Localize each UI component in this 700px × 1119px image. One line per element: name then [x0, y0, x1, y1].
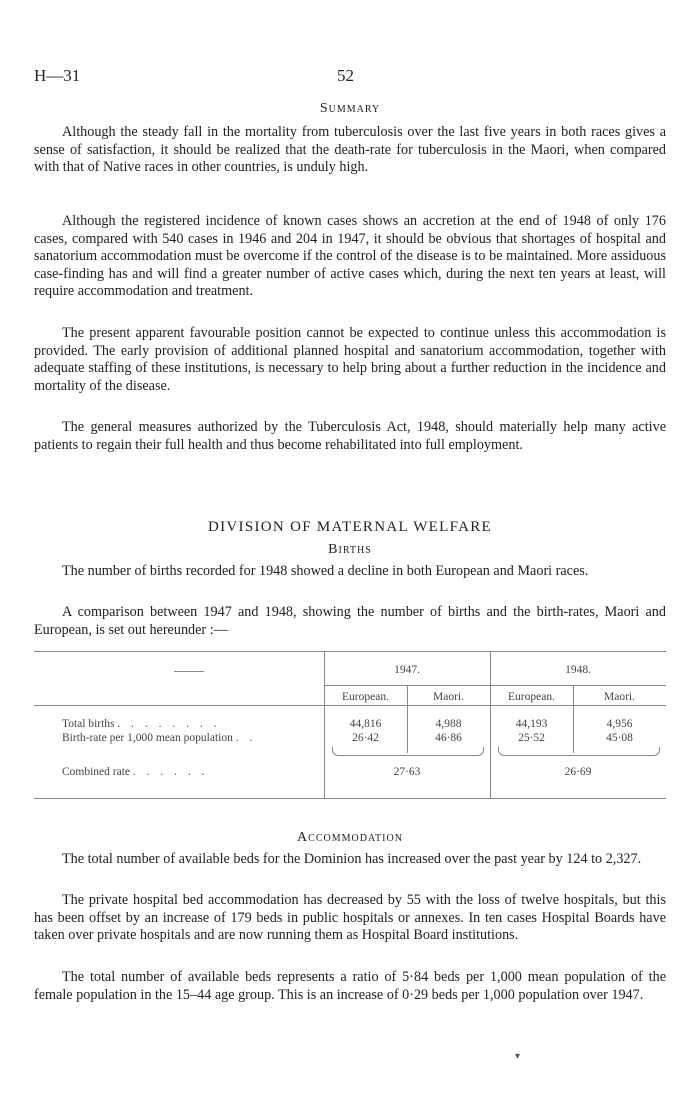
table-row-label: [62, 718, 221, 730]
accommodation-paragraph-2: The private hospital bed accommodation has decreased by 55 with the loss of twelve hospitals, but this has been offset by an increase of 179 beds in public hospitals or annexes. In ten cases Hospital Boards have taken over private hospitals and are now running them as Hospital Board institutions.: [34, 892, 666, 943]
leader-dots: . .: [235, 732, 257, 744]
table-cell: 44,816: [349, 718, 382, 730]
row-label-text: Total births: [62, 718, 115, 730]
table-cell: 46·86: [435, 732, 462, 744]
report-reference: H—31: [34, 66, 81, 85]
table-cell: 44,193: [515, 718, 548, 730]
col-maori-1947: Maori.: [433, 691, 464, 703]
table-cell: 45·08: [606, 732, 633, 744]
combined-rate-1947: 27·63: [393, 766, 421, 778]
row-label-text: Combined rate: [62, 766, 131, 778]
year-1947-heading: 1947.: [394, 664, 420, 676]
table-cell: 4,956: [606, 718, 633, 730]
summary-paragraph-2: Although the registered incidence of known cases shows an accretion at the end of 1948 of only 176 cases, compared with 540 cases in 1946 and 204 in 1947, it should be obvious that shortages of hospital and sanatorium accommodation must be overcome if the control of the disease is to be maintained. More assiduous case-finding has and will find a greater number of active cases which, during the next ten years at least, will require accommodation and treatment.: [34, 213, 666, 299]
leader-dots: . . . . . .: [132, 766, 209, 778]
page-header: [34, 66, 666, 88]
combine-brace-1947: [332, 747, 484, 756]
col-european-1948: European.: [508, 691, 555, 703]
combine-brace-1948: [498, 747, 660, 756]
births-paragraph-2: A comparison between 1947 and 1948, showing the number of births and the birth-rates, Maori and European, is set out hereunder :—: [34, 604, 666, 638]
summary-paragraph-1: Although the steady fall in the mortality from tuberculosis over the last five years in both races gives a sense of satisfaction, it should be realized that the death-rate for tuberculosis in the Maori, when compared with that of Native races in other countries, is unduly high.: [34, 124, 666, 175]
summary-paragraph-4: The general measures authorized by the Tuberculosis Act, 1948, should materially help many active patients to regain their full health and thus become rehabilitated into full employment.: [34, 419, 666, 453]
division-heading: DIVISION OF MATERNAL WELFARE: [207, 519, 493, 535]
col-european-1947: European.: [342, 691, 389, 703]
births-paragraph-1: The number of births recorded for 1948 showed a decline in both European and Maori races.: [62, 563, 589, 579]
table-cell: 25·52: [518, 732, 545, 744]
year-1948-heading: 1948.: [565, 664, 591, 676]
table-cell: 26·42: [352, 732, 379, 744]
print-mark: ▾: [515, 1051, 521, 1062]
summary-heading: Summary: [319, 101, 381, 116]
page-number: 52: [337, 66, 354, 85]
table-cell: 4,988: [435, 718, 462, 730]
col-maori-1948: Maori.: [604, 691, 635, 703]
combined-rate-1948: 26·69: [564, 766, 592, 778]
accommodation-heading: Accommodation: [297, 830, 403, 845]
leader-dots: . . . . . . . .: [117, 718, 221, 730]
table-row-label: [62, 766, 209, 778]
table-row-label: [62, 732, 256, 744]
accommodation-paragraph-3: The total number of available beds represents a ratio of 5·84 beds per 1,000 mean population of the female population in the 15–44 age group. This is an increase of 0·29 beds per 1,000 population over 1947.: [34, 969, 666, 1003]
row-label-text: Birth-rate per 1,000 mean population: [62, 732, 233, 744]
accommodation-paragraph-1: The total number of available beds for the Dominion has increased over the past year by 124 to 2,327.: [62, 851, 642, 867]
summary-paragraph-3: The present apparent favourable position cannot be expected to continue unless this accommodation is provided. The early provision of additional planned hospital and sanatorium accommodation, together with adequate staffing of these institutions, is necessary to help bring about a further reduction in the incidence and mortality of the disease.: [34, 325, 666, 394]
births-table: [34, 651, 666, 799]
births-heading: Births: [328, 542, 372, 557]
